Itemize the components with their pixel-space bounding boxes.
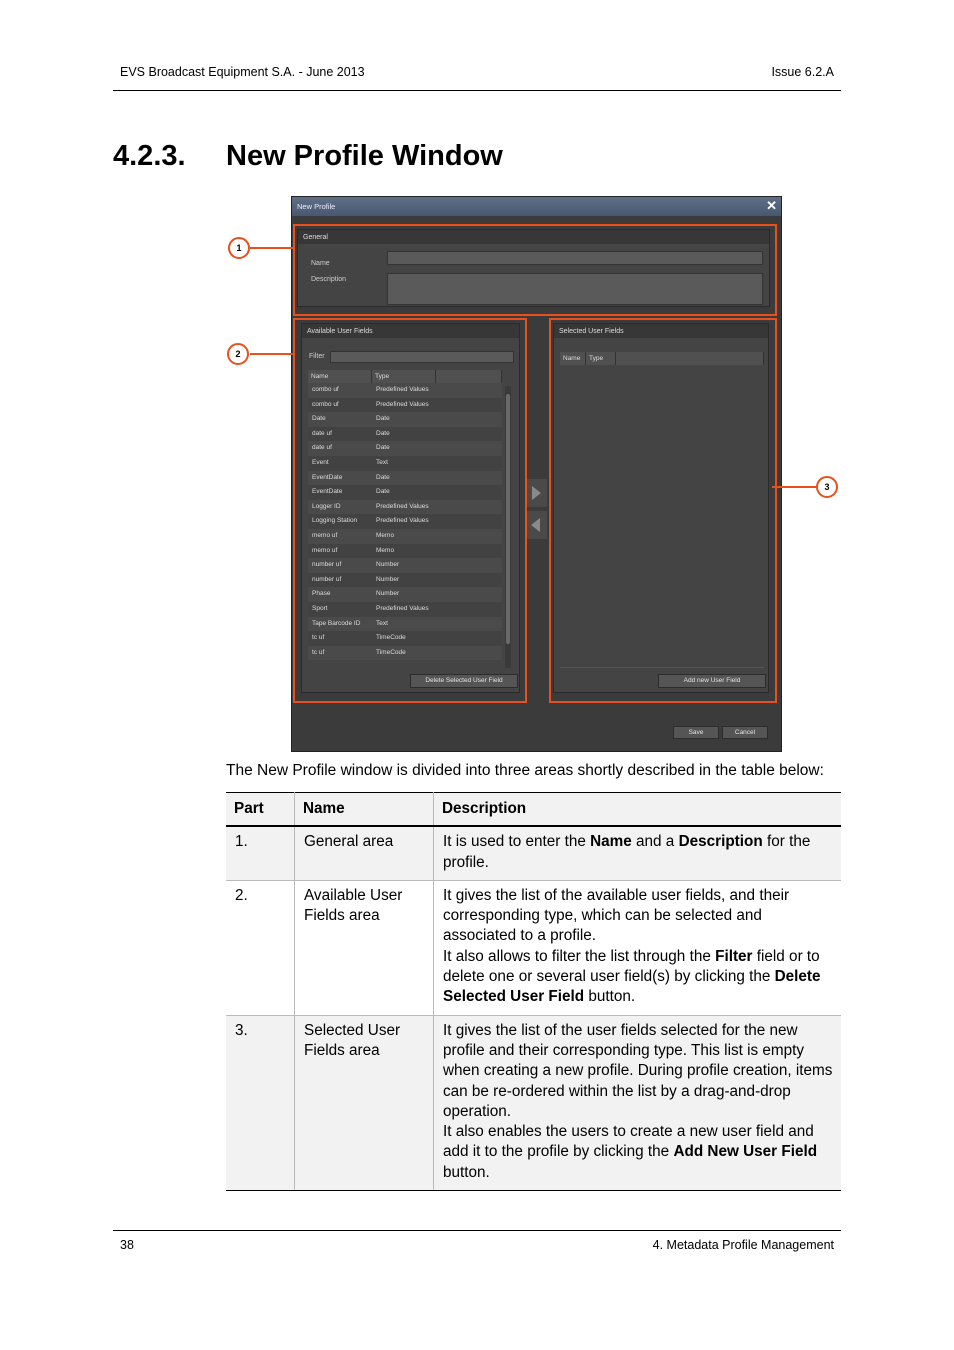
field-type: Predefined Values — [376, 400, 429, 408]
cancel-button[interactable]: Cancel — [722, 726, 768, 739]
footer-rule — [113, 1230, 841, 1231]
part-cell: 1. — [226, 826, 295, 880]
field-name: tc uf — [312, 634, 325, 642]
name-label: Name — [311, 260, 330, 267]
field-type: Predefined Values — [376, 386, 429, 393]
field-name: Tape Barcode ID — [312, 619, 361, 627]
field-type: Date — [376, 473, 390, 481]
field-name: tc uf — [312, 648, 325, 656]
field-type: Text — [376, 459, 388, 466]
field-type: Number — [376, 590, 400, 598]
field-name: EventDate — [312, 488, 343, 496]
field-name: Event — [312, 459, 329, 466]
field-name: number uf — [312, 575, 342, 583]
field-name: Logger ID — [312, 502, 341, 510]
selected-col-type[interactable]: Type — [586, 352, 616, 365]
general-header: General — [298, 230, 769, 244]
callout-box-general — [293, 224, 777, 316]
delete-selected-user-field-button[interactable]: Delete Selected User Field — [410, 674, 518, 688]
filter-label: Filter — [309, 353, 325, 360]
add-arrow-button[interactable] — [525, 479, 547, 507]
callout-marker-2: 2 — [227, 343, 249, 365]
callout-box-selected — [549, 318, 777, 703]
callout-line-3 — [772, 486, 818, 488]
field-name: Phase — [312, 590, 331, 598]
field-type: Date — [376, 444, 390, 452]
table-row — [226, 826, 841, 880]
col-description: Description — [434, 793, 842, 827]
selected-col-name[interactable]: Name — [560, 352, 586, 365]
field-name: date uf — [312, 429, 332, 437]
field-type: TimeCode — [376, 648, 406, 656]
arrow-right-icon — [525, 479, 547, 507]
callout-line-2 — [250, 353, 294, 355]
description-cell: It is used to enter the Name and a Description for the profile. — [434, 826, 842, 880]
remove-arrow-button[interactable] — [525, 511, 547, 539]
section-title: New Profile Window — [226, 140, 503, 172]
table-row — [226, 880, 841, 1015]
field-name: Logging Station — [312, 517, 358, 525]
col-name: Name — [295, 793, 434, 827]
header-left: EVS Broadcast Equipment S.A. - June 2013 — [120, 65, 365, 79]
window-titlebar — [292, 197, 781, 216]
field-type: TimeCode — [376, 634, 406, 642]
field-name: date uf — [312, 444, 332, 452]
header-right: Issue 6.2.A — [771, 65, 834, 79]
add-new-user-field-button[interactable]: Add new User Field — [658, 674, 766, 688]
field-name: number uf — [312, 561, 342, 569]
field-type: Date — [376, 429, 390, 437]
name-cell: Selected User Fields area — [295, 1015, 434, 1190]
field-type: Predefined Values — [376, 502, 429, 510]
parts-table — [226, 792, 841, 1191]
intro-paragraph: The New Profile window is divided into three areas shortly described in the table below: — [226, 762, 824, 779]
field-type: Text — [376, 619, 388, 627]
field-name: combo uf — [312, 400, 339, 408]
page-number: 38 — [120, 1238, 134, 1252]
header-rule — [113, 90, 841, 91]
field-name: Sport — [312, 605, 328, 612]
field-type: Predefined Values — [376, 517, 429, 525]
window-title: New Profile — [297, 202, 336, 211]
field-name: combo uf — [312, 386, 339, 393]
available-col-type[interactable]: Type — [372, 370, 436, 383]
callout-box-available — [293, 318, 527, 703]
description-cell: It gives the list of the available user fields, and their corresponding type, which can be selected and associated to a profile. It also allows to filter the list through the Filter field or to delete one or several user field(s) by clicking the Delete Selected User Field button. — [434, 880, 842, 1015]
part-cell: 2. — [226, 880, 295, 1015]
field-name: memo uf — [312, 532, 338, 539]
callout-marker-1: 1 — [228, 237, 250, 259]
field-name: memo uf — [312, 546, 338, 554]
field-type: Memo — [376, 532, 395, 539]
selected-header: Selected User Fields — [554, 324, 768, 338]
field-type: Date — [376, 488, 390, 496]
available-col-name[interactable]: Name — [308, 370, 372, 383]
part-cell: 3. — [226, 1015, 295, 1190]
callout-line-1 — [250, 247, 294, 249]
field-name: EventDate — [312, 473, 343, 481]
col-part: Part — [226, 793, 295, 827]
field-type: Predefined Values — [376, 605, 429, 612]
close-icon[interactable]: ✕ — [766, 198, 777, 213]
field-type: Number — [376, 561, 400, 569]
description-cell: It gives the list of the user fields selected for the new profile and their corresponding type. This list is empty when creating a new profile. During profile creation, items can be re-ordered within the list by a drag-and-drop operation. It also enables the users to create a new user field and add it to the profile by clicking the Add New User Field button. — [434, 1015, 842, 1190]
section-number: 4.2.3. — [113, 140, 186, 172]
table-row — [226, 1015, 841, 1190]
field-type: Memo — [376, 546, 395, 554]
field-type: Date — [376, 415, 390, 423]
name-cell: General area — [295, 826, 434, 880]
arrow-left-icon — [525, 511, 547, 539]
footer-chapter: 4. Metadata Profile Management — [652, 1238, 834, 1252]
callout-marker-3: 3 — [816, 476, 838, 498]
name-cell: Available User Fields area — [295, 880, 434, 1015]
field-name: Date — [312, 415, 326, 423]
save-button[interactable]: Save — [673, 726, 719, 739]
available-header: Available User Fields — [302, 324, 519, 338]
description-label: Description — [311, 276, 347, 283]
field-type: Number — [376, 575, 400, 583]
